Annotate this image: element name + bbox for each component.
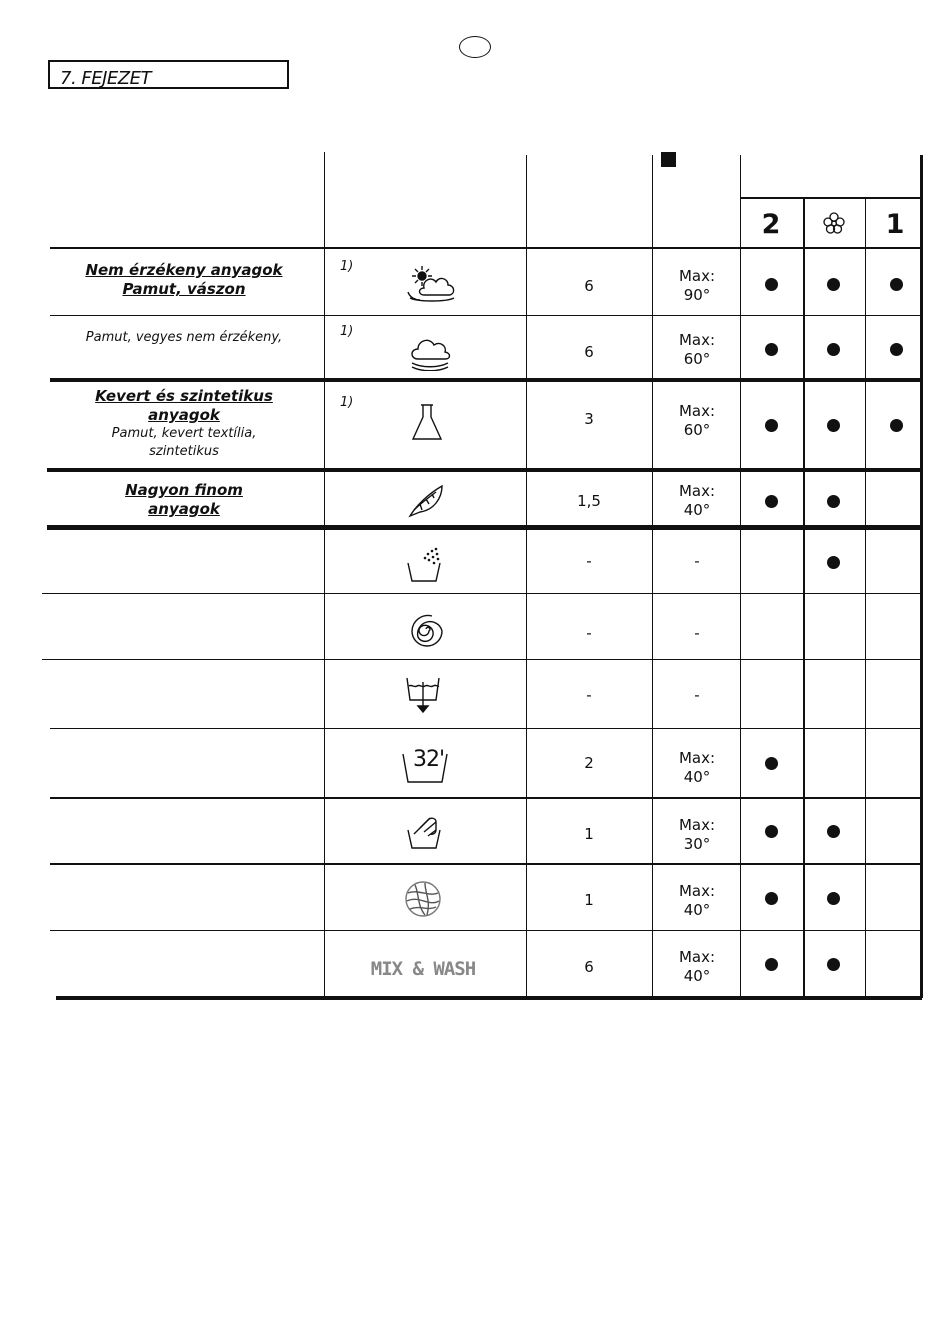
- temperature: [653, 816, 741, 854]
- temperature-value: 90°: [683, 286, 711, 304]
- load-value: -: [586, 552, 592, 570]
- column-header-1: 1: [885, 209, 905, 240]
- load-value: 1: [584, 825, 594, 843]
- footnote-mark: 1): [340, 395, 354, 410]
- square-marker-icon: [661, 152, 676, 167]
- hand-wash-icon: [406, 812, 446, 854]
- program-title: Kevert és szintetikus: [95, 387, 273, 405]
- temperature-value: 40°: [683, 967, 711, 985]
- language-badge: [459, 36, 491, 58]
- option-dot: [765, 419, 778, 432]
- option-dot: [827, 419, 840, 432]
- temperature: [653, 882, 741, 920]
- load-value: 2: [584, 754, 594, 772]
- program-subtitle: Pamut, kevert textília,: [111, 426, 257, 441]
- option-dot: [827, 495, 840, 508]
- option-dot: [765, 757, 778, 770]
- temperature: [653, 267, 741, 305]
- load-value: -: [586, 686, 592, 704]
- load-value: -: [586, 624, 592, 642]
- column-header-2: 2: [761, 209, 781, 240]
- quick-32-label: 32': [413, 747, 445, 772]
- rinse-icon: [406, 545, 442, 587]
- program-title: anyagok: [148, 500, 220, 518]
- temperature-value: 40°: [683, 768, 711, 786]
- option-dot: [890, 419, 903, 432]
- chapter-title: 7. FEJEZET: [60, 68, 152, 89]
- program-title: anyagok: [148, 406, 220, 424]
- program-title: Nem érzékeny anyagok: [85, 261, 283, 279]
- chapter-box: [48, 60, 289, 89]
- table-row: [50, 329, 318, 347]
- temperature-label: Max:: [678, 267, 716, 285]
- program-title: Pamut, vászon: [122, 280, 246, 298]
- option-dot: [765, 278, 778, 291]
- load-value: 6: [584, 277, 594, 295]
- program-subtitle: szintetikus: [149, 444, 219, 459]
- temperature: [653, 402, 741, 440]
- option-dot: [765, 892, 778, 905]
- sun-cloud-icon: [404, 264, 460, 308]
- option-dot: [827, 278, 840, 291]
- flower-icon: [822, 211, 846, 239]
- option-dot: [827, 958, 840, 971]
- option-dot: [765, 495, 778, 508]
- temperature: [653, 482, 741, 520]
- temperature-value: -: [694, 686, 700, 704]
- spin-icon: [408, 611, 444, 651]
- option-dot: [765, 343, 778, 356]
- option-dot: [890, 343, 903, 356]
- temperature-label: Max:: [678, 948, 716, 966]
- temperature-value: 40°: [683, 501, 711, 519]
- wool-icon: [403, 879, 443, 923]
- temperature-label: Max:: [678, 816, 716, 834]
- table-row: [50, 387, 318, 461]
- load-value: 6: [584, 958, 594, 976]
- load-value: 1,5: [577, 492, 601, 510]
- temperature-value: 60°: [683, 350, 711, 368]
- load-value: 3: [584, 410, 594, 428]
- footnote-mark: 1): [340, 259, 354, 274]
- table-row: [50, 261, 318, 299]
- temperature-label: Max:: [678, 482, 716, 500]
- temperature: [653, 948, 741, 986]
- load-value: 6: [584, 343, 594, 361]
- cloud-icon: [408, 333, 452, 375]
- footnote-mark: 1): [340, 324, 354, 339]
- temperature-label: Max:: [678, 402, 716, 420]
- program-subtitle: Pamut, vegyes nem érzékeny,: [85, 330, 283, 345]
- option-dot: [827, 343, 840, 356]
- option-dot: [827, 825, 840, 838]
- temperature: [653, 331, 741, 369]
- temperature-value: -: [694, 552, 700, 570]
- temperature-value: 30°: [683, 835, 711, 853]
- load-value: 1: [584, 891, 594, 909]
- flask-icon: [410, 403, 444, 447]
- temperature-value: 40°: [683, 901, 711, 919]
- feather-icon: [406, 484, 446, 522]
- option-dot: [827, 892, 840, 905]
- drain-icon: [405, 676, 441, 718]
- temperature: [653, 749, 741, 787]
- temperature-label: Max:: [678, 882, 716, 900]
- temperature-label: Max:: [678, 331, 716, 349]
- program-title: Nagyon finom: [125, 481, 243, 499]
- option-dot: [827, 556, 840, 569]
- temperature-label: Max:: [678, 749, 716, 767]
- mix-and-wash-logo: MIX & WASH: [370, 958, 476, 980]
- option-dot: [765, 825, 778, 838]
- temperature-value: -: [694, 624, 700, 642]
- option-dot: [765, 958, 778, 971]
- quick-32-icon: [401, 744, 449, 788]
- temperature-value: 60°: [683, 421, 711, 439]
- option-dot: [890, 278, 903, 291]
- table-row: [50, 481, 318, 519]
